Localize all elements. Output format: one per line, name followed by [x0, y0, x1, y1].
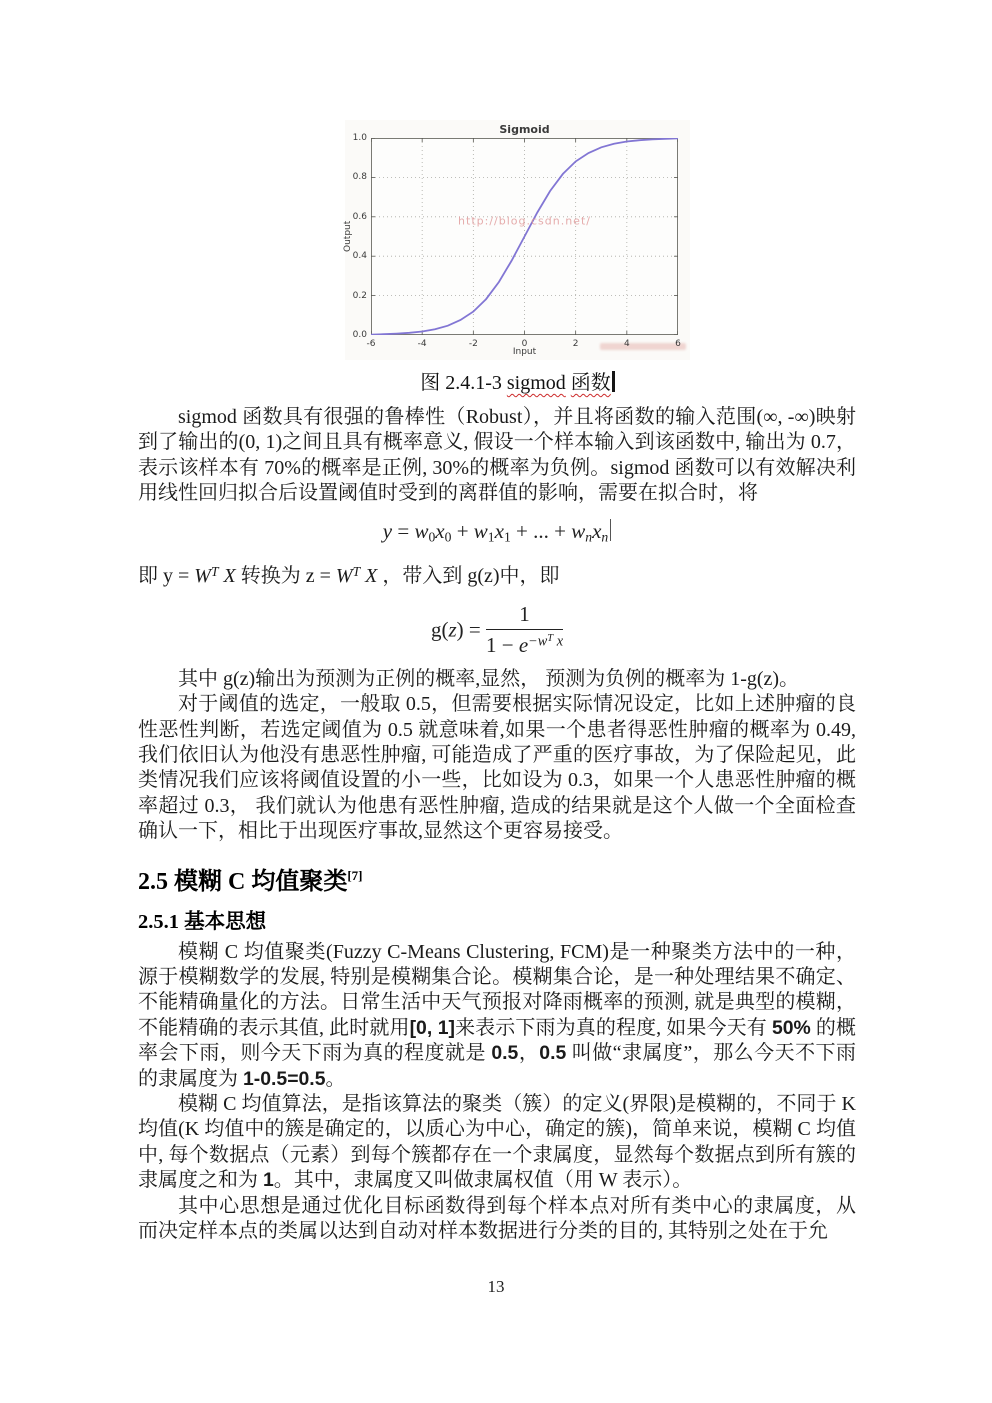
y-tick-label: 0.4: [352, 251, 367, 262]
chart-title: Sigmoid: [499, 123, 550, 136]
text-run: 0.5: [491, 1042, 519, 1065]
x-tick-label: 0: [521, 339, 528, 349]
text-run: x: [494, 518, 504, 543]
text-run: 模糊 C 均值聚类(Fuzzy C-Means Clustering, FCM)是一种聚类方法中的一种，源于模糊数学的发展, 特别是模糊集合论。模糊集合论，是一种处理结果不确定、不能精确量化的方法。日常生活中天气预报对降雨概率的预测, 就是典型的模糊，不能精确的表示其值, 此时就用: [138, 940, 856, 1039]
text-run: ) =: [456, 616, 486, 641]
caption-label: 图 2.4.1-3: [420, 372, 507, 394]
paragraph-threshold: [138, 692, 856, 844]
text-run: n: [601, 529, 609, 545]
text-run: 1: [503, 529, 511, 545]
caption-term-sigmod: sigmod: [506, 372, 566, 394]
text-run: 。: [325, 1067, 346, 1090]
text-run: 其中心思想是通过优化目标函数得到每个样本点对所有类中心的隶属度，从而决定样本点的类属以达到自动对样本数据进行分类的目的, 其特别之处在于允: [138, 1194, 856, 1243]
text-run: T: [547, 632, 554, 644]
text-run: 1: [487, 529, 495, 545]
text-run: e: [518, 632, 529, 657]
text-run: [0, 1]: [409, 1016, 455, 1039]
text-run: W: [335, 565, 353, 588]
text-run: 转换为 z =: [235, 565, 336, 588]
sigmoid-chart: [345, 120, 690, 360]
heading-text: 2.5 模糊 C 均值聚类: [138, 868, 348, 895]
paragraph-fcm-intro: [138, 940, 856, 1092]
text-run: 即 y =: [138, 565, 195, 588]
text-run: w: [414, 518, 429, 543]
paragraph-sigmoid-intro: [138, 405, 856, 507]
sigmoid-curve-svg: [371, 138, 678, 335]
text-run: x: [592, 518, 602, 543]
watermark-remnant: [600, 343, 686, 350]
text-run: g(: [430, 616, 449, 641]
formula-cursor: [610, 519, 611, 541]
formula-gz-fraction: [486, 602, 563, 657]
text-run: n: [585, 529, 593, 545]
x-tick-label: -6: [366, 339, 376, 349]
heading-basic-idea: 2.5.1 基本思想: [138, 910, 267, 933]
x-tick-label: -4: [417, 339, 427, 349]
sigmoid-figure: [138, 120, 856, 395]
text-run: 0: [428, 529, 436, 545]
x-tick-label: 2: [572, 339, 579, 349]
y-tick-label: 0.6: [352, 211, 367, 222]
text-run: 1-0.5=0.5: [243, 1067, 326, 1090]
y-axis-label: Output: [343, 220, 353, 253]
text-run: w: [473, 518, 488, 543]
text-run: 0.5: [539, 1042, 567, 1065]
text-run: +: [451, 518, 474, 543]
page-number: 13: [487, 1277, 505, 1296]
formula-linear-text: [383, 519, 608, 543]
figure-caption: [345, 366, 690, 395]
x-tick-label: 4: [623, 339, 630, 349]
text-run: X: [360, 565, 378, 588]
fraction-denominator: [486, 630, 563, 657]
text-run: 50%: [771, 1016, 811, 1039]
y-tick-label: 1.0: [352, 133, 367, 143]
y-tick-label: 0.2: [352, 290, 367, 301]
y-tick-label: 0.8: [352, 172, 367, 183]
text-run: w: [571, 518, 586, 543]
text-run: 对于阈值的选定，一般取 0.5，但需要根据实际情况设定，比如上述肿瘤的良性恶性判断，若选定阈值为 0.5 就意味着,如果一个患者得恶性肿瘤的概率为 0.49,我们依旧认为他没有患恶性肿瘤, 可能造成了严重的医疗事故，为了保险起见，此类情况我们应该将阈值设置的小一些，比如设为 0.3，如果一个人患恶性肿瘤的概率超过 0.3， 我们就认为他患有恶性肿瘤, 造成的结果就是这个人做一个全面检查确认一下，相比于出现医疗事故,显然这个更容易接受。: [138, 693, 856, 843]
text-run: W: [194, 565, 211, 588]
text-run: z: [448, 616, 457, 641]
text-run: x: [553, 633, 564, 650]
text-run: + ... +: [510, 518, 572, 543]
formula-linear-regression: [138, 519, 856, 545]
text-run: =: [392, 518, 415, 543]
fraction-numerator: 1: [486, 602, 563, 630]
text-run: y: [382, 518, 393, 543]
citation-7: [7]: [347, 867, 363, 883]
text-run: X: [218, 565, 236, 588]
text-run: 0: [444, 529, 452, 545]
text-cursor: [612, 371, 615, 392]
paragraph-substitution: [138, 559, 856, 590]
text-run: sigmod 函数具有很强的鲁棒性（Robust），并且将函数的输入范围(∞, -∞)映射到了输出的(0, 1)之间且具有概率意义, 假设一个样本输入到该函数中, 输出为 0.7，表示该样本有 70%的概率是正例, 30%的概率为负例。sigmod 函数可以有效解决利用线性回归拟合后设置阈值时受到的离群值的影响，需要在拟合时，将: [138, 406, 856, 505]
x-axis-label: Input: [512, 347, 537, 357]
paragraph-fcm-algorithm: [138, 1092, 856, 1194]
formula-sigmoid-gz: [138, 601, 856, 657]
page-content: [138, 120, 856, 1244]
text-run: 叫做“隶属度”，那么今天不下雨的隶属度为: [138, 1042, 857, 1090]
text-run: T: [352, 564, 361, 580]
text-run: ，带入到 g(z)中，即: [377, 565, 560, 588]
text-run: 的概率会下雨，则今天下雨为真的程度就是: [138, 1016, 857, 1065]
heading-fuzzy-cmeans: [138, 861, 856, 896]
text-run: −w: [528, 633, 548, 650]
formula-gz-lhs: [431, 617, 486, 641]
text-run: ，: [518, 1042, 540, 1065]
text-run: x: [435, 518, 445, 543]
caption-term-hanshu: 函数: [570, 372, 611, 394]
x-tick-label: 6: [675, 339, 681, 349]
text-run: 模糊 C 均值算法，是指该算法的聚类（簇）的定义(界限)是模糊的，不同于 K 均值(K 均值中的簇是确定的，以质心为中心，确定的簇)，简单来说，模糊 C 均值中, 每个数据点（元素）到每个簇都存在一个隶属度，显然每个数据点到所有簇的隶属度之和为: [138, 1093, 856, 1192]
text-run: 1: [263, 1169, 274, 1192]
text-run: 。其中，隶属度又叫做隶属权值（用 W 表示）。: [273, 1169, 693, 1192]
plot-area: [371, 138, 678, 335]
paragraph-central-idea: [138, 1194, 856, 1245]
x-tick-label: -2: [468, 339, 478, 349]
text-run: 1 −: [485, 632, 519, 657]
paragraph-gz-output: [138, 667, 856, 692]
csdn-watermark: http://blog.csdn.net/: [458, 214, 591, 228]
y-tick-label: 0.0: [352, 330, 367, 340]
text-run: 其中 g(z)输出为预测为正例的概率,显然， 预测为负例的概率为 1-g(z)。: [178, 667, 800, 690]
text-run: T: [210, 564, 219, 580]
text-run: 来表示下雨为真的程度, 如果今天有: [454, 1016, 772, 1039]
